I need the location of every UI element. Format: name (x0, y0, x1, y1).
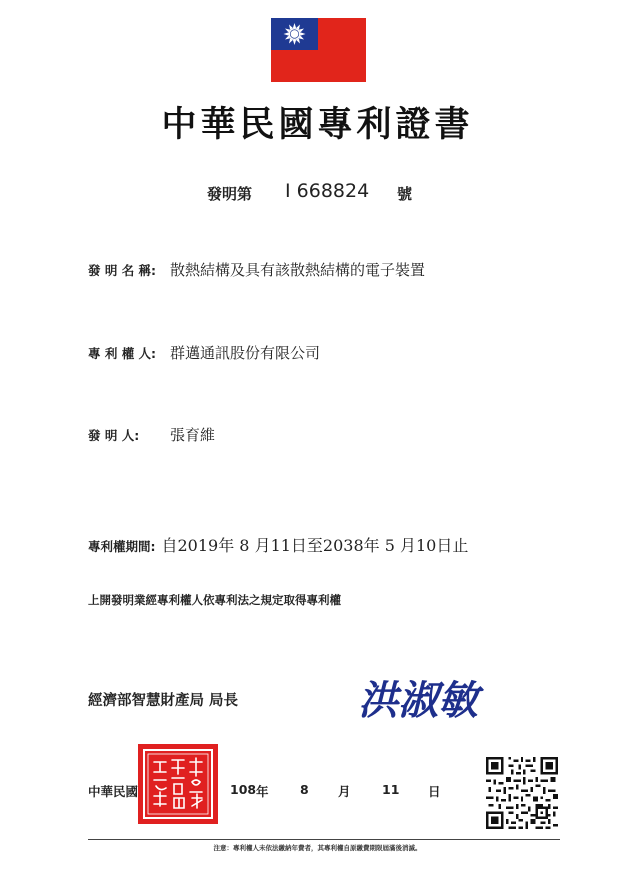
inventor-row (88, 424, 215, 445)
qr-code-icon (486, 757, 558, 829)
patent-number: I 668824 (285, 180, 370, 202)
director-signature (356, 670, 506, 726)
signature-text: 洪淑敏 (358, 677, 478, 724)
inventor: 張育維 (170, 426, 216, 444)
patent-number-line (207, 180, 413, 204)
grant-statement: 上開發明業經專利權人依專利法之規定取得專利權 (88, 593, 341, 607)
official-seal-icon (136, 742, 220, 826)
patent-suffix: 號 (397, 185, 413, 203)
issuing-office: 經濟部智慧財產局 局長 (88, 693, 239, 709)
inventor-label: 發 明 人: (88, 428, 140, 443)
patent-term-row (88, 533, 468, 556)
footer-divider (88, 839, 560, 840)
date-label: 中華民國 (88, 784, 139, 799)
patentee-row (88, 342, 320, 363)
date-year-unit: 年 (256, 784, 269, 799)
footer-note: 注意：專利權人未依法繳納年費者，其專利權自原繳費期限屆滿後消滅。 (213, 844, 422, 852)
patent-prefix: 發明第 (207, 185, 253, 203)
invention-name: 散熱結構及具有該散熱結構的電子裝置 (170, 261, 426, 279)
date-day-unit: 日 (428, 784, 441, 799)
invention-name-row (88, 259, 425, 280)
patentee-label: 專 利 權 人: (88, 346, 157, 361)
term-text: 自2019年 8 月11日至2038年 5 月10日止 (161, 536, 469, 555)
invention-name-label: 發 明 名 稱: (88, 263, 157, 278)
date-month-unit: 月 (338, 784, 351, 799)
date-year: 108 (230, 782, 257, 797)
date-month: 8 (300, 782, 309, 797)
patentee: 群邁通訊股份有限公司 (170, 344, 321, 362)
roc-flag-icon (271, 18, 366, 82)
certificate-title: 中華民國專利證書 (161, 104, 474, 145)
term-label: 專利權期間: (88, 539, 156, 554)
date-day: 11 (382, 782, 400, 797)
